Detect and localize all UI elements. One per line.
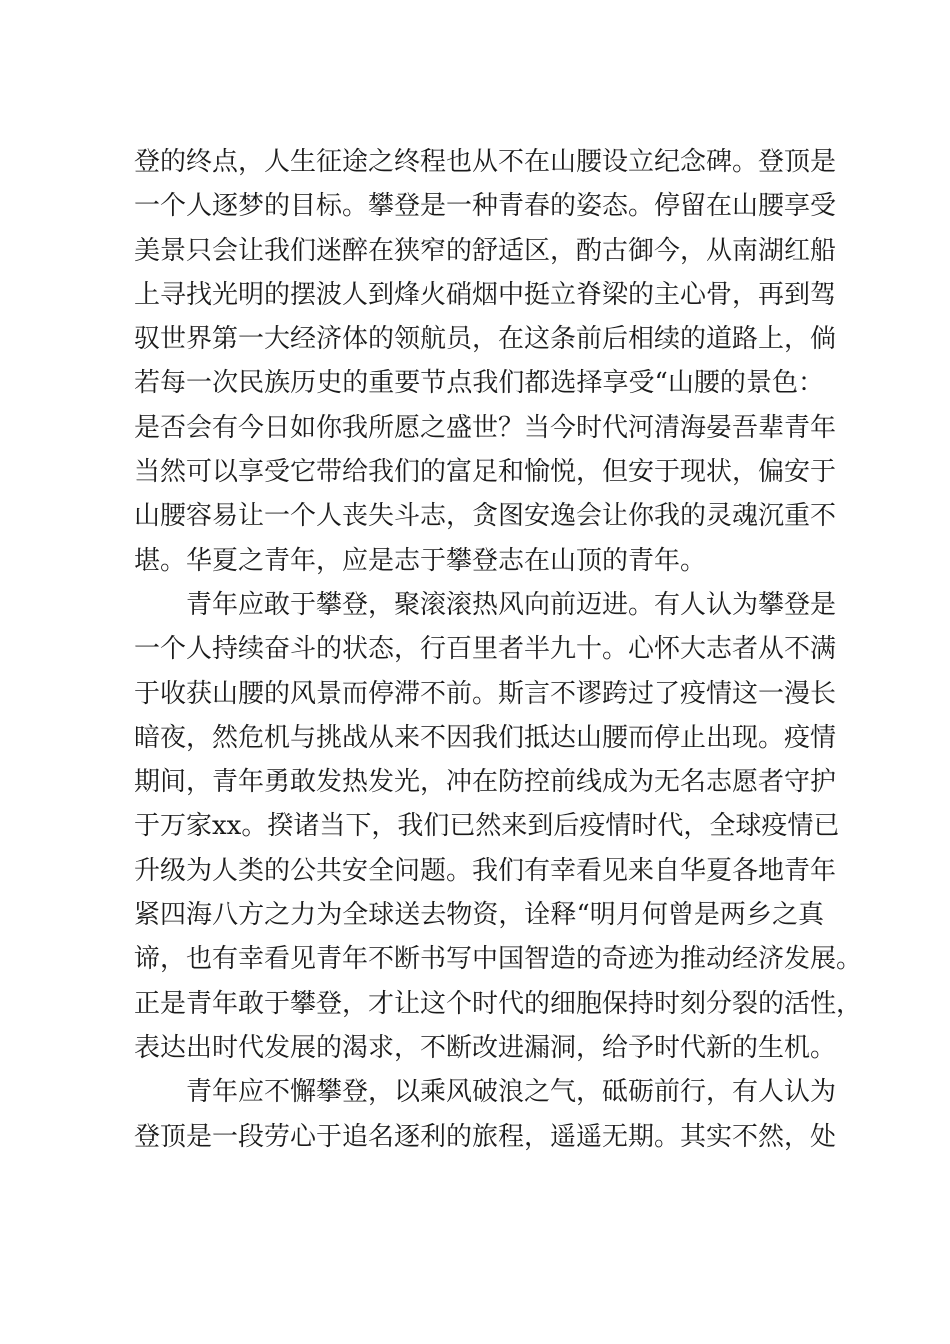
text-line: 青年应不懈攀登，以乘风破浪之气，砥砺前行，有人认为 <box>186 1077 837 1108</box>
text-line: 紧四海八方之力为全球送去物资，诠释“明月何曾是两乡之真 <box>134 900 824 931</box>
text-line: 当然可以享受它带给我们的富足和愉悦，但安于现状，偏安于 <box>134 457 837 488</box>
text-line: 正是青年敢于攀登，才让这个时代的细胞保持时刻分裂的活性， <box>134 988 863 1019</box>
text-line: 是否会有今日如你我所愿之盛世？当今时代河清海晏吾辈青年 <box>134 412 837 443</box>
text-line: 若每一次民族历史的重要节点我们都选择享受“山腰的景色： <box>134 368 824 399</box>
text-line: 青年应敢于攀登，聚滚滚热风向前迈进。有人认为攀登是 <box>186 589 837 620</box>
text-line: 于收获山腰的风景而停滞不前。斯言不谬跨过了疫情这一漫长 <box>134 678 837 709</box>
essay-body <box>134 140 863 1159</box>
text-line: 驭世界第一大经济体的领航员，在这条前后相续的道路上，倘 <box>134 324 837 355</box>
text-line: 于万家xx。揆诸当下，我们已然来到后疫情时代，全球疫情已 <box>134 811 840 842</box>
text-line: 登的终点，人生征途之终程也从不在山腰设立纪念碑。登顶是 <box>134 147 837 177</box>
text-line: 期间，青年勇敢发热发光，冲在防控前线成为无名志愿者守护 <box>134 767 837 798</box>
text-line: 一个人逐梦的目标。攀登是一种青春的姿态。停留在山腰享受 <box>134 191 837 222</box>
text-line: 升级为人类的公共安全问题。我们有幸看见来自华夏各地青年 <box>134 855 837 886</box>
paragraph-1 <box>134 140 837 583</box>
text-line: 表达出时代发展的渴求，不断改进漏洞，给予时代新的生机。 <box>134 1032 837 1063</box>
text-line: 暗夜，然危机与挑战从来不因我们抵达山腰而停止出现。疫情 <box>134 722 837 753</box>
paragraph-2 <box>134 583 863 1070</box>
text-line: 上寻找光明的摆波人到烽火硝烟中挺立脊梁的主心骨，再到驾 <box>134 279 837 310</box>
text-line: 美景只会让我们迷醉在狭窄的舒适区，酌古御今，从南湖红船 <box>134 235 837 266</box>
text-line: 堪。华夏之青年，应是志于攀登志在山顶的青年。 <box>134 545 707 576</box>
text-line: 一个人持续奋斗的状态，行百里者半九十。心怀大志者从不满 <box>134 634 837 665</box>
text-line: 谛，也有幸看见青年不断书写中国智造的奇迹为推动经济发展。 <box>134 944 863 975</box>
text-line: 登顶是一段劳心于追名逐利的旅程，遥遥无期。其实不然，处 <box>134 1121 837 1152</box>
text-line: 山腰容易让一个人丧失斗志，贪图安逸会让你我的灵魂沉重不 <box>134 501 837 532</box>
paragraph-3 <box>134 1070 837 1159</box>
